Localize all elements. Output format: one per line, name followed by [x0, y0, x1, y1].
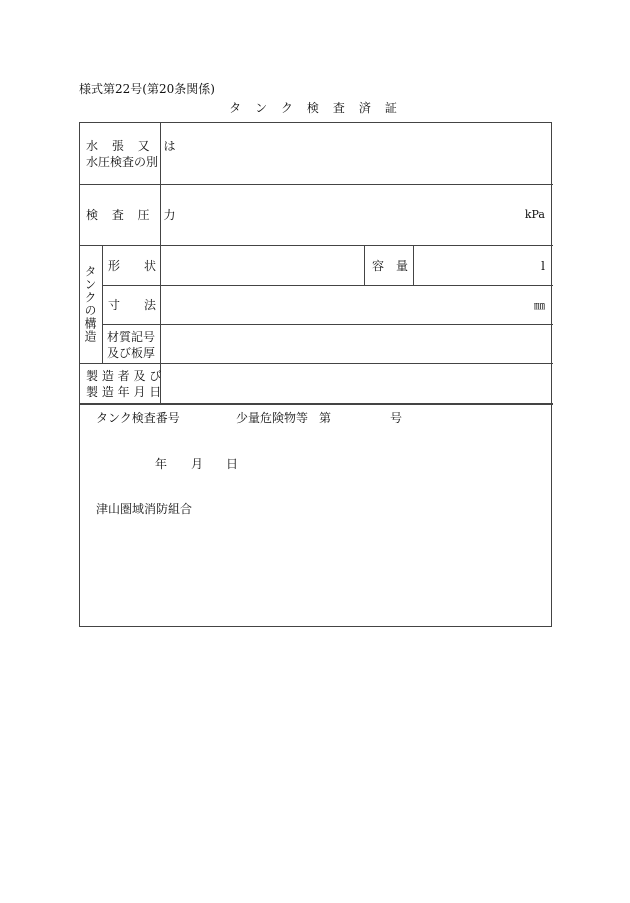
rule-row1 — [80, 184, 553, 185]
capacity-unit: l — [541, 259, 545, 273]
rule-label-column — [160, 123, 161, 404]
rule-row2 — [80, 245, 553, 246]
capacity-label: 容 量 — [372, 259, 409, 273]
rule-shape — [102, 285, 553, 286]
material-label-line2: 及び板厚 — [107, 346, 156, 360]
structure-label: タンクの構造 — [83, 265, 97, 343]
date-month: 月 — [191, 457, 204, 471]
number-suffix: 号 — [390, 411, 403, 425]
material-label-line1: 材質記号 — [107, 330, 156, 344]
date-day: 日 — [226, 457, 239, 471]
rule-structure-end — [80, 363, 553, 364]
date-year: 年 — [155, 457, 168, 471]
maker-label-line1: 製 造 者 及 び — [86, 369, 162, 383]
number-prefix: 第 — [319, 411, 332, 425]
method-label-line2: 水圧検査の別 — [86, 155, 159, 169]
category-label: 少量危険物等 — [236, 411, 309, 425]
shape-label: 形 状 — [108, 259, 157, 273]
rule-dimensions — [102, 324, 553, 325]
issuer-name: 津山圏域消防組合 — [96, 502, 193, 516]
rule-structure-column — [102, 245, 103, 363]
rule-capacity-right — [413, 245, 414, 285]
certificate-table — [79, 122, 552, 627]
inspection-number-label: タンク検査番号 — [96, 411, 180, 425]
maker-label-line2: 製 造 年 月 日 — [86, 385, 162, 399]
rule-table-end — [80, 403, 553, 405]
document-title: タンク検査済証 — [229, 101, 411, 115]
pressure-unit: kPa — [524, 208, 545, 221]
pressure-label: 検 査 圧 力 — [86, 208, 181, 222]
rule-capacity-left — [364, 245, 365, 285]
form-number: 様式第22号(第20条関係) — [79, 82, 215, 96]
dimensions-unit: ㎜ — [534, 299, 545, 312]
method-label-line1: 水 張 又 は — [86, 139, 181, 153]
dimensions-label: 寸 法 — [108, 298, 157, 312]
